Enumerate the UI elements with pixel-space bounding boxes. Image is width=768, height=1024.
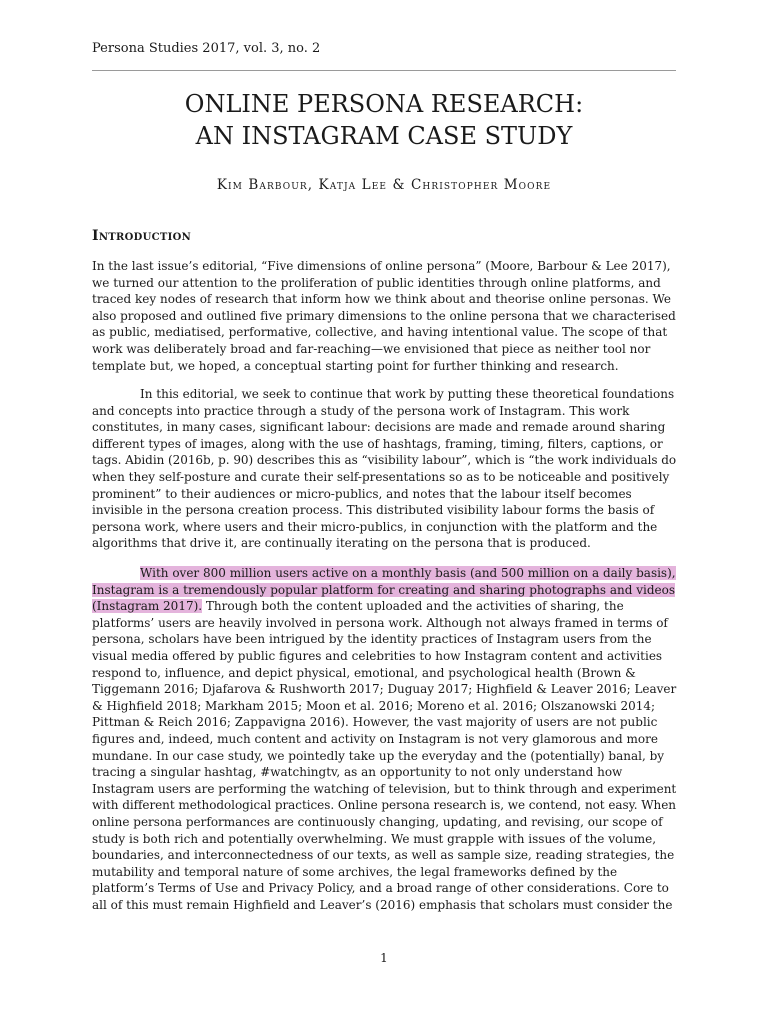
running-header: Persona Studies 2017, vol. 3, no. 2: [92, 41, 321, 56]
header-rule: [92, 70, 676, 71]
page-number: 1: [380, 951, 388, 965]
section-heading-introduction: Introduction: [92, 228, 192, 244]
title-line-1: ONLINE PERSONA RESEARCH:: [184, 90, 584, 118]
text-line: we turned our attention to the proliferation of public identities through online platforms, and: [92, 275, 661, 290]
text-line: and concepts into practice through a study of the persona work of Instagram. This work: [92, 403, 630, 418]
text-line: In the last issue’s editorial, “Five dimensions of online persona” (Moore, Barbour & Lee 2017),: [92, 259, 671, 273]
text-line: visual media offered by public figures and celebrities to how Instagram content and activities: [92, 648, 663, 663]
text-line: Pittman & Reich 2016; Zappavigna 2016). However, the vast majority of users are not public: [92, 715, 658, 730]
text-line: online persona performances are continuously changing, updating, and revising, our scope of: [92, 814, 663, 829]
highlighted-text: (Instagram 2017).: [92, 599, 203, 614]
paragraph-2: [92, 386, 676, 552]
text-line: Tiggemann 2016; Djafarova & Rushworth 2017; Duguay 2017; Highfield & Leaver 2016; Leaver: [92, 682, 677, 697]
title-line-2: AN INSTAGRAM CASE STUDY: [195, 122, 573, 150]
text-line: platforms’ users are heavily involved in persona work. Although not always framed in terms of: [92, 615, 668, 630]
text-line: as public, mediatised, performative, collective, and having intentional value. The scope of that: [92, 325, 668, 340]
text-line: platform’s Terms of Use and Privacy Policy, and a broad range of other considerations. Core to: [92, 881, 669, 896]
text-line: different types of images, along with the use of hashtags, framing, timing, filters, captions, or: [92, 436, 663, 451]
text-line: algorithms that drive it, are continually iterating on the persona that is produced.: [92, 536, 591, 551]
highlighted-text: With over 800 million users active on a monthly basis (and 500 million on a daily basis),: [140, 566, 676, 580]
text-line: boundaries, and interconnectedness of our texts, as well as sample size, reading strategies, the: [92, 848, 675, 863]
text-line: when they self-posture and curate their self-presentations so as to be noticeable and positively: [92, 469, 670, 484]
text-line: respond to, influence, and depict physical, emotional, and psychological health (Brown &: [92, 665, 636, 680]
paragraph-1: [92, 258, 676, 374]
text-line: work was deliberately broad and far-reaching—we envisioned that piece as neither tool nor: [92, 341, 651, 356]
text-line: [92, 582, 676, 599]
text-line: persona work, where users and their micro-publics, in conjunction with the platform and the: [92, 519, 658, 534]
text-line: traced key nodes of research that inform how we think about and theorise online personas. We: [92, 292, 672, 307]
text-line: [92, 598, 676, 615]
author-list: Kim Barbour, Katja Lee & Christopher Moore: [216, 177, 552, 193]
text-line: persona, scholars have been intrigued by the identity practices of Instagram users from the: [92, 632, 652, 647]
text-line: In this editorial, we seek to continue that work by putting these theoretical foundations: [140, 387, 675, 401]
text-line: also proposed and outlined five primary dimensions to the online persona that we characterised: [92, 308, 676, 323]
text-line: prominent” to their audiences or micro-publics, and notes that the labour itself becomes: [92, 486, 632, 501]
text-line: [92, 565, 676, 582]
text-line: template but, we hoped, a conceptual starting point for further thinking and research.: [92, 358, 619, 373]
text-span: Through both the content uploaded and the activities of sharing, the: [202, 599, 624, 614]
text-line: figures and, indeed, much content and activity on Instagram is not very glamorous and more: [92, 731, 658, 746]
text-line: mutability and temporal nature of some archives, the legal frameworks defined by the: [92, 864, 618, 879]
article-title: [92, 88, 676, 152]
text-line: all of this must remain Highfield and Leaver’s (2016) emphasis that scholars must consider the: [92, 897, 673, 912]
text-line: with different methodological practices. Online persona research is, we contend, not easy. When: [92, 798, 676, 813]
paragraph-3: [92, 565, 676, 913]
text-line: constitutes, in many cases, significant labour: decisions are made and remade around sharing: [92, 420, 666, 435]
text-line: study is both rich and potentially overwhelming. We must grapple with issues of the volume,: [92, 831, 657, 846]
text-line: tracing a singular hashtag, #watchingtv, as an opportunity to not only understand how: [92, 765, 623, 780]
text-line: invisible in the persona creation process. This distributed visibility labour forms the basis of: [92, 503, 655, 518]
text-line: Instagram users are performing the watching of television, but to think through and experiment: [92, 781, 677, 796]
text-line: tags. Abidin (2016b, p. 90) describes this as “visibility labour”, which is “the work individuals do: [92, 453, 677, 468]
text-line: mundane. In our case study, we pointedly take up the everyday and the (potentially) banal, by: [92, 748, 665, 763]
text-line: & Highfield 2018; Markham 2015; Moon et al. 2016; Moreno et al. 2016; Olszanowski 2014;: [92, 698, 656, 713]
highlighted-text: Instagram is a tremendously popular platform for creating and sharing photographs and videos: [92, 582, 676, 597]
